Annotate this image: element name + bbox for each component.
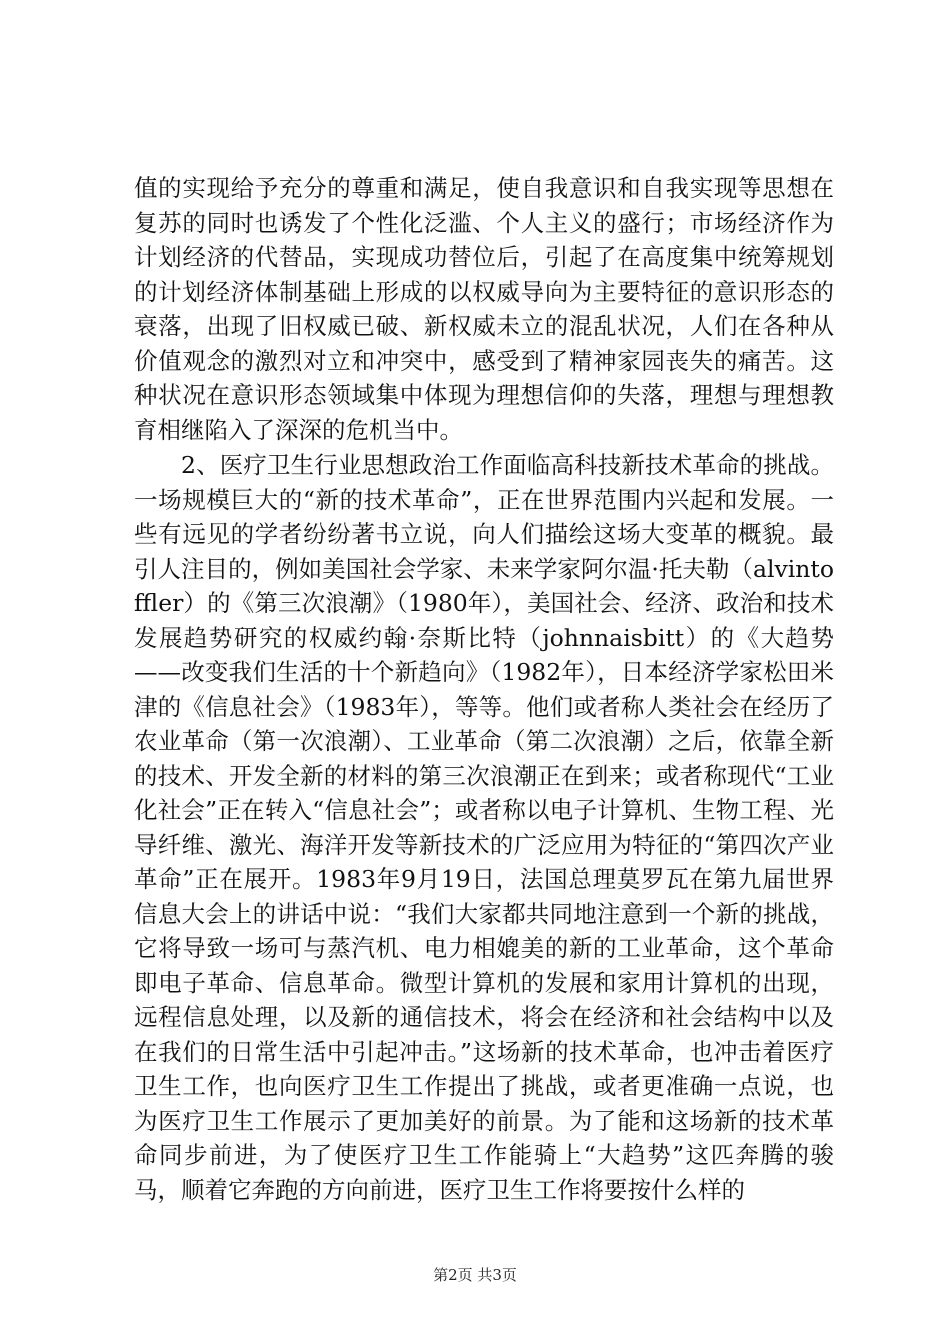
page-footer: 第2页 共3页 [433,1266,517,1284]
body-paragraph-1: 值的实现给予充分的尊重和满足，使自我意识和自我实现等思想在复苏的同时也诱发了个性化泛滥、个人主义的盛行；市场经济作为计划经济的代替品，实现成功替位后，引起了在高度集中统筹规划的计划经济体制基础上形成的以权威导向为主要特征的意识形态的衰落，出现了旧权威已破、新权威未立的混乱状况，人们在各种从价值观念的激烈对立和冲突中，感受到了精神家园丧失的痛苦。这种状况在意识形态领域集中体现为理想信仰的失落，理想与理想教育相继陷入了深深的危机当中。 [134,174,834,444]
body-paragraph-2: 2、医疗卫生行业思想政治工作面临高科技新技术革命的挑战。一场规模巨大的“新的技术革命”，正在世界范围内兴起和发展。一些有远见的学者纷纷著书立说，向人们描绘这场大变革的概貌。最引人注目的，例如美国社会学家、未来学家阿尔温·托夫勒（alvintoffler）的《第三次浪潮》（1980年），美国社会、经济、政治和技术发展趋势研究的权威约翰·奈斯比特（johnnaisbitt）的《大趋势——改变我们生活的十个新趋向》（1982年），日本经济学家松田米津的《信息社会》（1983年），等等。他们或者称人类社会在经历了农业革命（第一次浪潮）、工业革命（第二次浪潮）之后，依靠全新的技术、开发全新的材料的第三次浪潮正在到来；或者称现代“工业化社会”正在转入“信息社会”；或者称以电子计算机、生物工程、光导纤维、激光、海洋开发等新技术的广泛应用为特征的“第四次产业革命”正在展开。1983年9月19日，法国总理莫罗瓦在第九届世界信息大会上的讲话中说：“我们大家都共同地注意到一个新的挑战，它将导致一场可与蒸汽机、电力相媲美的新的工业革命，这个革命即电子革命、信息革命。微型计算机的发展和家用计算机的出现，远程信息处理，以及新的通信技术，将会在经济和社会结构中以及在我们的日常生活中引起冲击。”这场新的技术革命，也冲击着医疗卫生工作，也向医疗卫生工作提出了挑战，或者更准确一点说，也为医疗卫生工作展示了更加美好的前景。为了能和这场新的技术革命同步前进，为了使医疗卫生工作能骑上“大趋势”这匹奔腾的骏马，顺着它奔跑的方向前进，医疗卫生工作将要按什么样的 [134,451,834,1204]
